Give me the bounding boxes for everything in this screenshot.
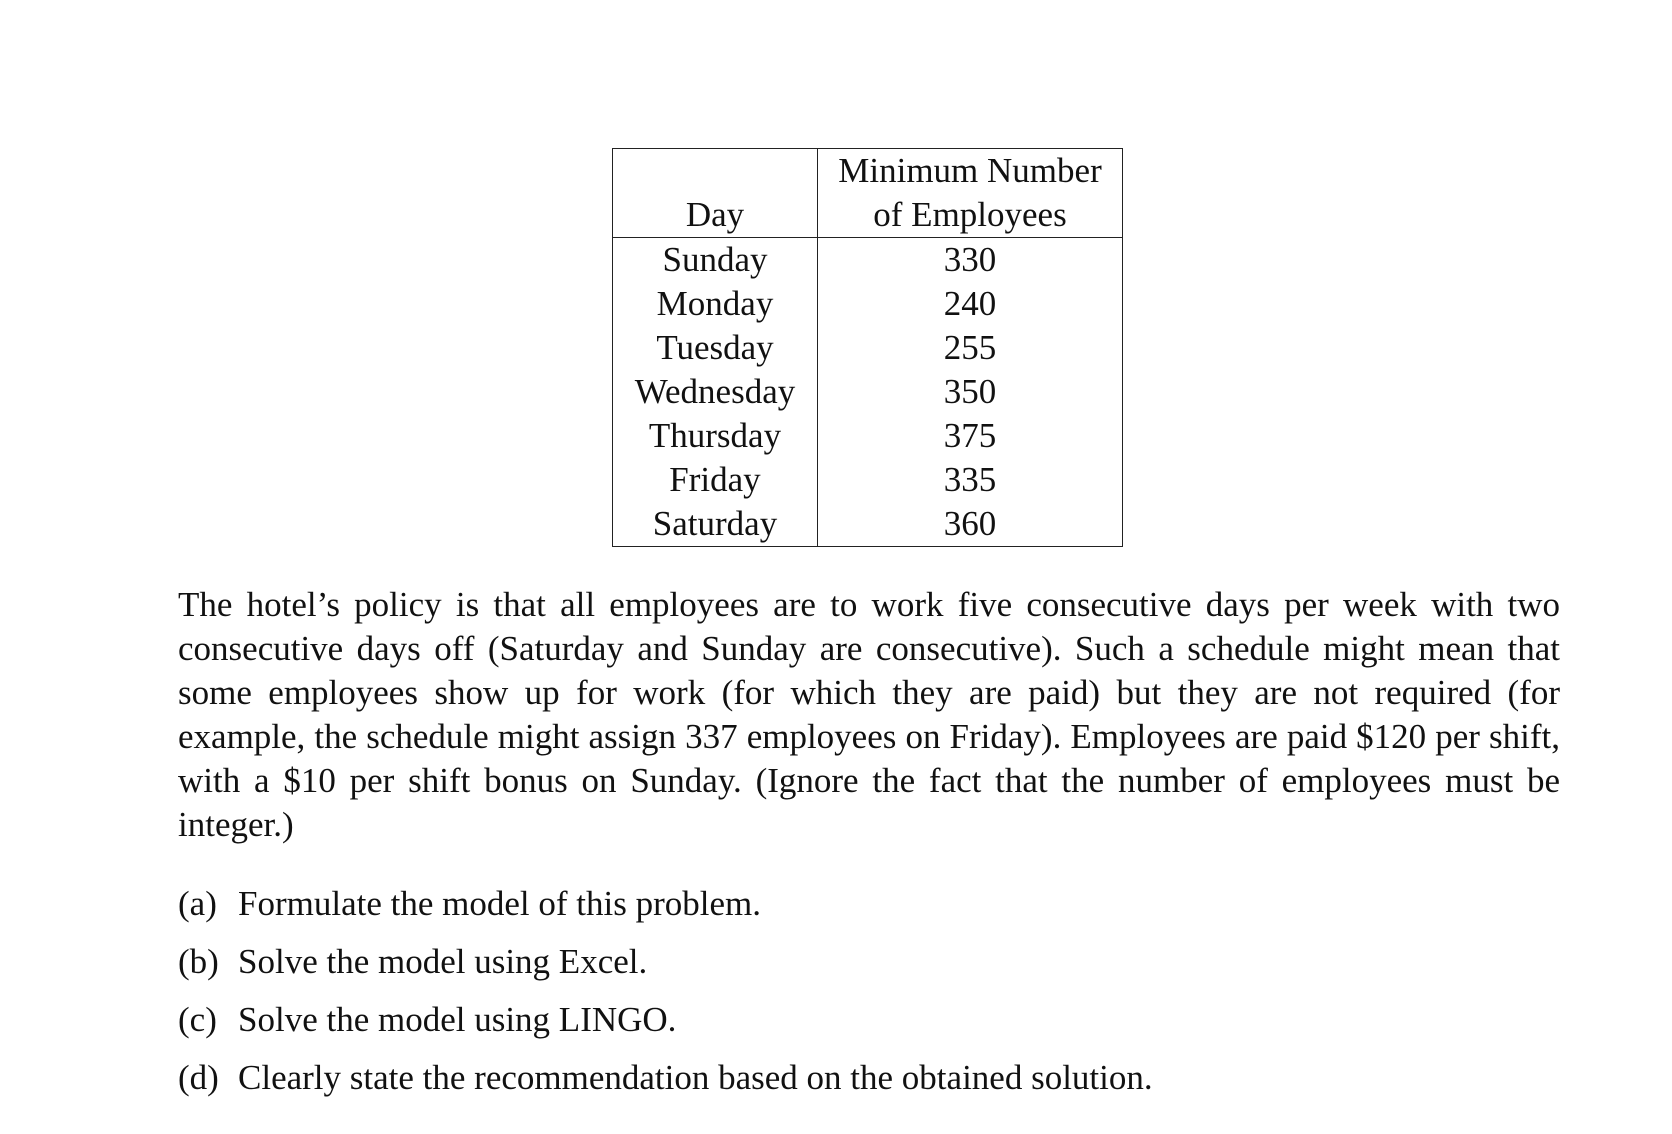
table-row — [613, 326, 1123, 370]
cell-day: Sunday — [613, 238, 818, 283]
question-text: Solve the model using Excel. — [238, 942, 648, 981]
employee-requirements-table-container — [612, 148, 1123, 547]
table-row — [613, 282, 1123, 326]
cell-day: Wednesday — [613, 370, 818, 414]
cell-minimum: 335 — [818, 458, 1123, 502]
question-marker: (d) — [178, 1058, 219, 1097]
question-text: Solve the model using LINGO. — [238, 1000, 677, 1039]
question-marker: (b) — [178, 942, 219, 981]
cell-day: Tuesday — [613, 326, 818, 370]
cell-minimum: 360 — [818, 502, 1123, 547]
table-row — [613, 414, 1123, 458]
question-list — [178, 882, 1578, 1114]
cell-day: Saturday — [613, 502, 818, 547]
list-item — [178, 882, 1578, 926]
table-row — [613, 370, 1123, 414]
question-text: Clearly state the recommendation based on the obtained solution. — [238, 1058, 1153, 1097]
cell-day: Thursday — [613, 414, 818, 458]
list-item — [178, 940, 1578, 984]
header-minimum-line1: Minimum Number — [838, 151, 1102, 190]
question-text: Formulate the model of this problem. — [238, 884, 761, 923]
employee-requirements-table — [612, 148, 1123, 547]
question-marker: (a) — [178, 884, 217, 923]
cell-minimum: 330 — [818, 238, 1123, 283]
cell-minimum: 350 — [818, 370, 1123, 414]
list-item — [178, 1056, 1578, 1100]
list-item — [178, 998, 1578, 1042]
cell-day: Monday — [613, 282, 818, 326]
header-minimum-line2: of Employees — [873, 195, 1067, 234]
header-minimum-employees — [818, 149, 1123, 238]
cell-minimum: 240 — [818, 282, 1123, 326]
cell-minimum: 375 — [818, 414, 1123, 458]
problem-paragraph: The hotel’s policy is that all employees are to work five consecutive days per week with two consecutive days off (Saturday and Sunday are consecutive). Such a schedule might mean that some employees show up for work (for which they are paid) but they are not required (for example, the schedule might assign 337 employees on Friday). Employees are paid $120 per shift, with a $10 per shift bonus on Sunday. (Ignore the fact that the number of employees must be integer.) — [178, 585, 1560, 844]
table-header-row — [613, 149, 1123, 238]
header-day: Day — [613, 149, 818, 238]
table-row — [613, 502, 1123, 547]
table-row — [613, 238, 1123, 283]
question-marker: (c) — [178, 1000, 217, 1039]
table-row — [613, 458, 1123, 502]
cell-day: Friday — [613, 458, 818, 502]
cell-minimum: 255 — [818, 326, 1123, 370]
